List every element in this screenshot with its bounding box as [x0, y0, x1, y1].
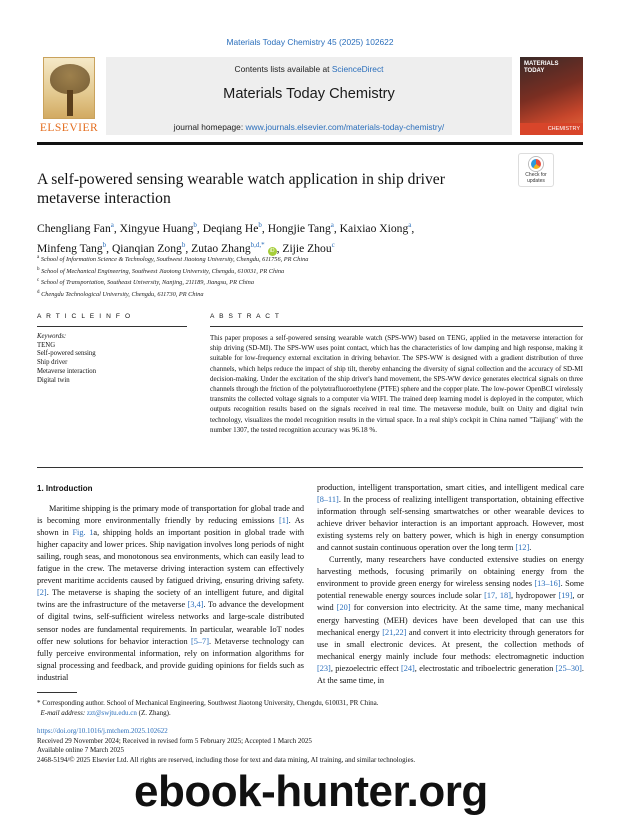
journal-reference: Materials Today Chemistry 45 (2025) 102622 — [226, 37, 394, 47]
article-info-heading: A R T I C L E I N F O — [37, 313, 132, 320]
journal-title: Materials Today Chemistry — [223, 86, 395, 102]
citation-link[interactable]: [1] — [278, 516, 289, 526]
abstract-heading: A B S T R A C T — [210, 313, 281, 320]
homepage-line — [106, 122, 512, 132]
crossmark-icon — [529, 157, 543, 171]
watermark-text: ebook-hunter.org — [134, 767, 488, 816]
figure-link[interactable]: Fig. 1 — [72, 528, 94, 538]
author-name[interactable]: Qianqian Zong — [111, 241, 182, 255]
affiliation-item: $^a$ School of Information Science & Technology, Southwest Jiaotong University, Chengdu, 611756, PR China — [37, 255, 309, 264]
online-date: Available online 7 March 2025 — [37, 746, 124, 755]
check-for-updates-button[interactable] — [518, 153, 554, 187]
keyword-item: Self-powered sensing — [37, 350, 96, 358]
citation-link[interactable]: [24] — [400, 663, 415, 673]
author-affiliation-mark[interactable]: b,d,* — [250, 240, 265, 249]
orcid-icon[interactable]: iD — [268, 247, 277, 256]
corresponding-author-footnote — [37, 698, 583, 718]
author-name[interactable]: Minfeng Tang — [37, 241, 103, 255]
author-affiliation-mark[interactable]: b — [193, 221, 197, 229]
author-affiliation-mark[interactable]: a — [408, 221, 412, 229]
keywords-block — [37, 333, 187, 385]
journal-header — [37, 57, 583, 137]
sciencedirect-link[interactable]: ScienceDirect — [331, 64, 384, 74]
citation-link[interactable]: [2] — [37, 588, 47, 598]
abstract-rule — [210, 326, 583, 327]
received-dates: Received 29 November 2024; Received in revised form 5 February 2025; Accepted 1 March 2025 — [37, 736, 312, 745]
keyword-item: Ship driver — [37, 359, 68, 367]
keyword-item: Digital twin — [37, 376, 70, 384]
check-updates-label: Check for updates — [525, 172, 547, 184]
cover-title: MATERIALS TODAY — [524, 61, 559, 74]
citation-link[interactable]: [19] — [558, 591, 573, 601]
author-name[interactable]: Kaixiao Xiong — [339, 221, 409, 235]
citation-link[interactable]: [20] — [336, 603, 351, 613]
affiliation-list — [37, 253, 537, 299]
keyword-item: TENG — [37, 341, 56, 349]
author-name[interactable]: Xingyue Huang — [119, 221, 194, 235]
footnote-author-line: * Corresponding author. School of Mechanical Engineering, Southwest Jiaotong University, Chengdu, 610031, PR China. — [37, 699, 379, 707]
introduction-heading: 1. Introduction — [37, 484, 93, 493]
elsevier-tree-icon — [43, 57, 95, 119]
cover-band: CHEMISTRY — [520, 123, 583, 135]
author-affiliation-mark[interactable]: b — [258, 221, 262, 229]
affiliation-item: $^d$ Chengdu Technological University, Chengdu, 611730, PR China — [37, 289, 204, 298]
homepage-prefix: journal homepage: — [173, 122, 246, 132]
citation-link[interactable]: [3,4] — [187, 600, 204, 610]
citation-link[interactable]: [5–7] — [190, 636, 209, 646]
citation-link[interactable]: [23] — [317, 663, 331, 673]
author-list: Chengliang Fan$^a$, Xingyue Huang$^b$, Deqiang He$^b$, Hongjie Tang$^a$, Kaixiao Xiong$^a$, Minfeng Tang$^b$, Qianqian Zong$^b$, Zutao Zhang$^{b,d,*}$ iD , Zijie Zhou$^c$ — [37, 221, 415, 255]
doi-link[interactable]: https://doi.org/10.1016/j.mtchem.2025.102622 — [37, 727, 168, 735]
article-info-rule — [37, 326, 187, 327]
article-title: A self-powered sensing wearable watch application in ship driver metaverse interaction — [37, 171, 445, 207]
email-link[interactable]: zzt@swjtu.edu.cn — [86, 709, 137, 717]
author-affiliation-mark[interactable]: b — [102, 240, 107, 249]
author-name[interactable]: Hongjie Tang — [267, 221, 331, 235]
body-paragraph: Currently, many researchers have conducted extensive studies on energy harvesting methods, focusing primarily on obtaining energy from the environment to provide green energy for wireless sensing nodes [13–16]. Some potential renewable energy sources include solar [17, 18], hydropower [19], or wind [20] for conversion into electricity. At the same time, many mechanical energy harvesting (MEH) devices have been developed that can use this mechanical energy [21,22] and convert it into electricity through generators for use in small electronic devices. At present, the collection methods of mechanical energy mainly include four methods: electromagnetic induction [23], piezoelectric effect [24], electrostatic and triboelectric generation [25–30]. At the same time, in — [317, 555, 584, 685]
citation-link[interactable]: 18] — [499, 591, 511, 601]
author-name[interactable]: Chengliang Fan — [37, 221, 111, 235]
author-affiliation-mark[interactable]: b — [181, 240, 186, 249]
contents-prefix: Contents lists available at — [234, 64, 332, 74]
publisher-wordmark: ELSEVIER — [39, 122, 99, 134]
citation-link[interactable]: [8–11] — [317, 495, 339, 505]
affiliation-item: $^b$ School of Mechanical Engineering, Southwest Jiaotong University, Chengdu, 610031, PR China — [37, 266, 285, 275]
citation-link[interactable]: [21,22] — [382, 627, 407, 637]
footnote-email-line: E-mail address: zzt@swjtu.edu.cn (Z. Zhang). — [40, 709, 171, 717]
citation-link[interactable]: [25–30] — [555, 663, 582, 673]
journal-cover-thumbnail[interactable] — [520, 57, 583, 135]
author-affiliation-mark[interactable]: c — [331, 240, 335, 249]
abstract-bottom-rule — [37, 467, 583, 468]
author-name[interactable]: Zutao Zhang — [191, 241, 251, 255]
header-rule — [37, 142, 583, 145]
body-column-left — [37, 482, 304, 684]
body-column-right — [317, 482, 584, 687]
publication-info — [37, 727, 583, 765]
keywords-label: Keywords: — [37, 333, 67, 340]
author-affiliation-mark[interactable]: a — [330, 221, 334, 229]
body-paragraph: production, intelligent transportation, smart cities, and intelligent medical care [8–11]. In the process of realizing intelligent transportation, obtaining effective information through self-sensing smartwatches or other wearable devices to achieve driver behavior interaction is an important approach. However, most existing systems rely on battery power, which is high in energy consumption and cannot sustain continuous operation over the long term [12]. — [317, 483, 584, 553]
citation-link[interactable]: [17, — [484, 591, 498, 601]
body-paragraph: Maritime shipping is the primary mode of transportation for global trade and is becoming more environmentally friendly by reducing emissions [1]. As shown in Fig. 1a, shipping holds an important position in global trade with higher capacity and lower prices. Ship navigation involves long periods of night sailing, rough seas, and monotonous sea environments, which can easily lead to fatigue in the crew. The metaverse driving interaction system can effectively prevent maritime accidents caused by fatigued driving, ensuring driving safety. [2]. The metaverse is shaping the society of an intelligent future, and digital twins are the infrastructure of the metaverse [3,4]. To advance the development of digital twins, self-sufficient wireless networks and large-scale distributed sensor nodes are fundamental requirements. In particular, wearable IoT nodes offer new solutions for behavior interaction [5–7]. Metaverse technology can fully perceive environmental information, rely on information algorithms for signal processing and feedback, and provide guiding opinions for fields such as industrial — [37, 504, 304, 682]
header-banner — [106, 57, 512, 135]
author-affiliation-mark[interactable]: a — [110, 221, 114, 229]
author-name[interactable]: Deqiang He — [202, 221, 259, 235]
affiliation-item: $^c$ School of Transportation, Southeast University, Nanjing, 211189, Jiangsu, PR China — [37, 278, 254, 287]
contents-line — [106, 64, 512, 74]
abstract-text: This paper proposes a self-powered sensing wearable watch (SPS-WW) based on TENG, applied in the metaverse interaction for ship driving (SD-MI). The SPS-WW uses point contact, which has the characteristics of low damping and high response, making it suitable for low-frequency external excitation in driving behavior. The SPS-WW is designed with a gradient distribution of three channels, which helps reduce the impact of ship tilt, thereby enhancing the diversity of signal collection and the accuracy of SD-MI decision-making. Under the excitation of the ship driver's hand movement, the SPS-WW device generates electrical signals on three channels through the friction of the polytetrafluoroethylene (PTFE) sphere and the copper plate. The low-power OpenBCI wirelessly transmits the collected voltage signals to a computer via WIFI. The trained deep learning model is deployed in the computer, which outputs recognition results based on the signals received in real time. The metaverse module, built on Unity and digital twin technology, visualizes the model recognition results in the virtual space. In a real ship's cockpit in China named "Taijiang" with the number 1307, the tested recognition accuracy was 96.18 %. — [210, 334, 583, 434]
copyright-line: 2468-5194/© 2025 Elsevier Ltd. All rights are reserved, including those for text and data mining, AI training, and similar technologies. — [37, 755, 416, 764]
footnote-rule — [37, 692, 77, 693]
keyword-item: Metaverse interaction — [37, 367, 97, 375]
citation-link[interactable]: [13–16] — [534, 579, 561, 589]
citation-link[interactable]: [12] — [515, 543, 530, 553]
elsevier-logo — [37, 57, 101, 137]
journal-homepage-link[interactable]: www.journals.elsevier.com/materials-today-chemistry/ — [245, 122, 445, 132]
author-name[interactable]: Zijie Zhou — [282, 241, 332, 255]
